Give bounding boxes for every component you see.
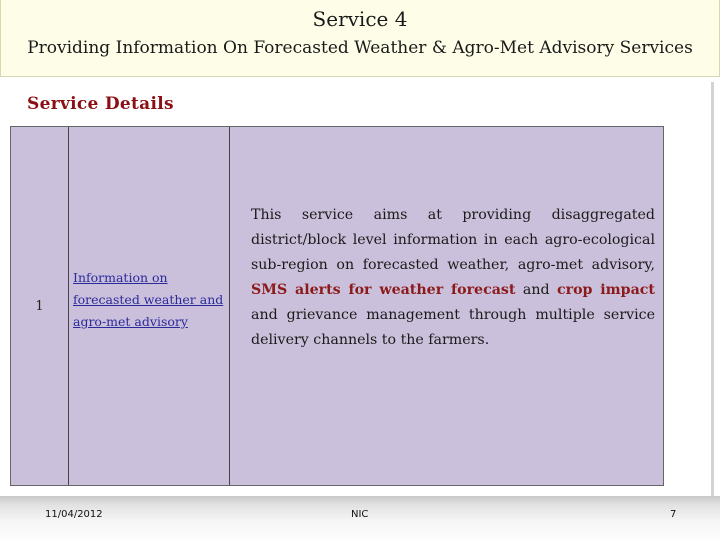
right-rule [711,82,714,496]
slide-subtitle: Providing Information On Forecasted Weather & Agro-Met Advisory Services [27,38,693,58]
service-details-table [10,126,664,486]
footer-org: NIC [351,509,369,520]
service-name-link[interactable]: Information on forecasted weather and agro-met advisory [73,270,224,329]
service-description [251,203,655,353]
description-highlight-sms: SMS alerts for weather forecast [251,282,516,298]
footer-bar [0,496,720,540]
slide-title: Service 4 [312,7,408,31]
title-box [0,0,720,77]
service-name-cell [73,127,233,485]
page-number: 7 [670,509,677,520]
section-heading: Service Details [27,94,174,114]
description-text: and grievance management through multiple service delivery channels to the farmers. [251,307,655,348]
row-number-cell [11,127,68,485]
description-text: and [515,282,557,298]
description-highlight-crop: crop impact [556,282,655,298]
row-number: 1 [35,298,44,314]
description-text: This service aims at providing disaggregated district/block level information in each agro-ecological sub-region on forecasted weather, agro-met advisory, [251,207,655,273]
column-divider [68,127,69,485]
footer-date: 11/04/2012 [45,509,103,520]
